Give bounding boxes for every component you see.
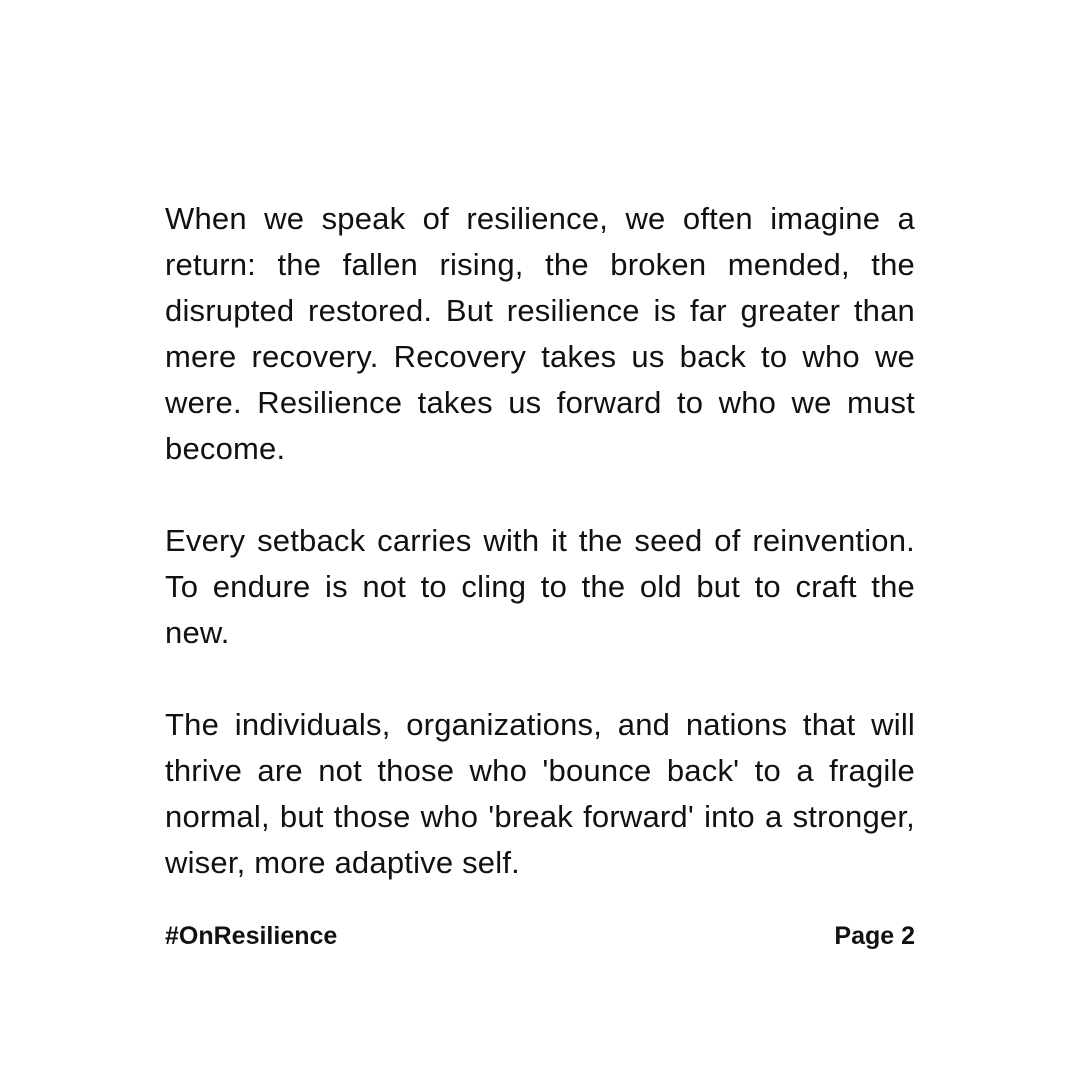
paragraph-1: When we speak of resilience, we often imagine a return: the fallen rising, the broken mended, the disrupted restored. But resilience is far greater than mere recovery. Recovery takes us back to who we were. Resilience takes us forward to who we must become.	[165, 201, 915, 466]
page-footer	[165, 920, 915, 952]
hashtag-label: #OnResilience	[165, 922, 338, 950]
page-body	[165, 196, 915, 886]
paragraph-3: The individuals, organizations, and nations that will thrive are not those who 'bounce back' to a fragile normal, but those who 'break forward' into a stronger, wiser, more adaptive self.	[165, 707, 915, 880]
paragraph-2: Every setback carries with it the seed of reinvention. To endure is not to cling to the old but to craft the new.	[165, 523, 915, 650]
page-number: Page 2	[834, 922, 915, 950]
